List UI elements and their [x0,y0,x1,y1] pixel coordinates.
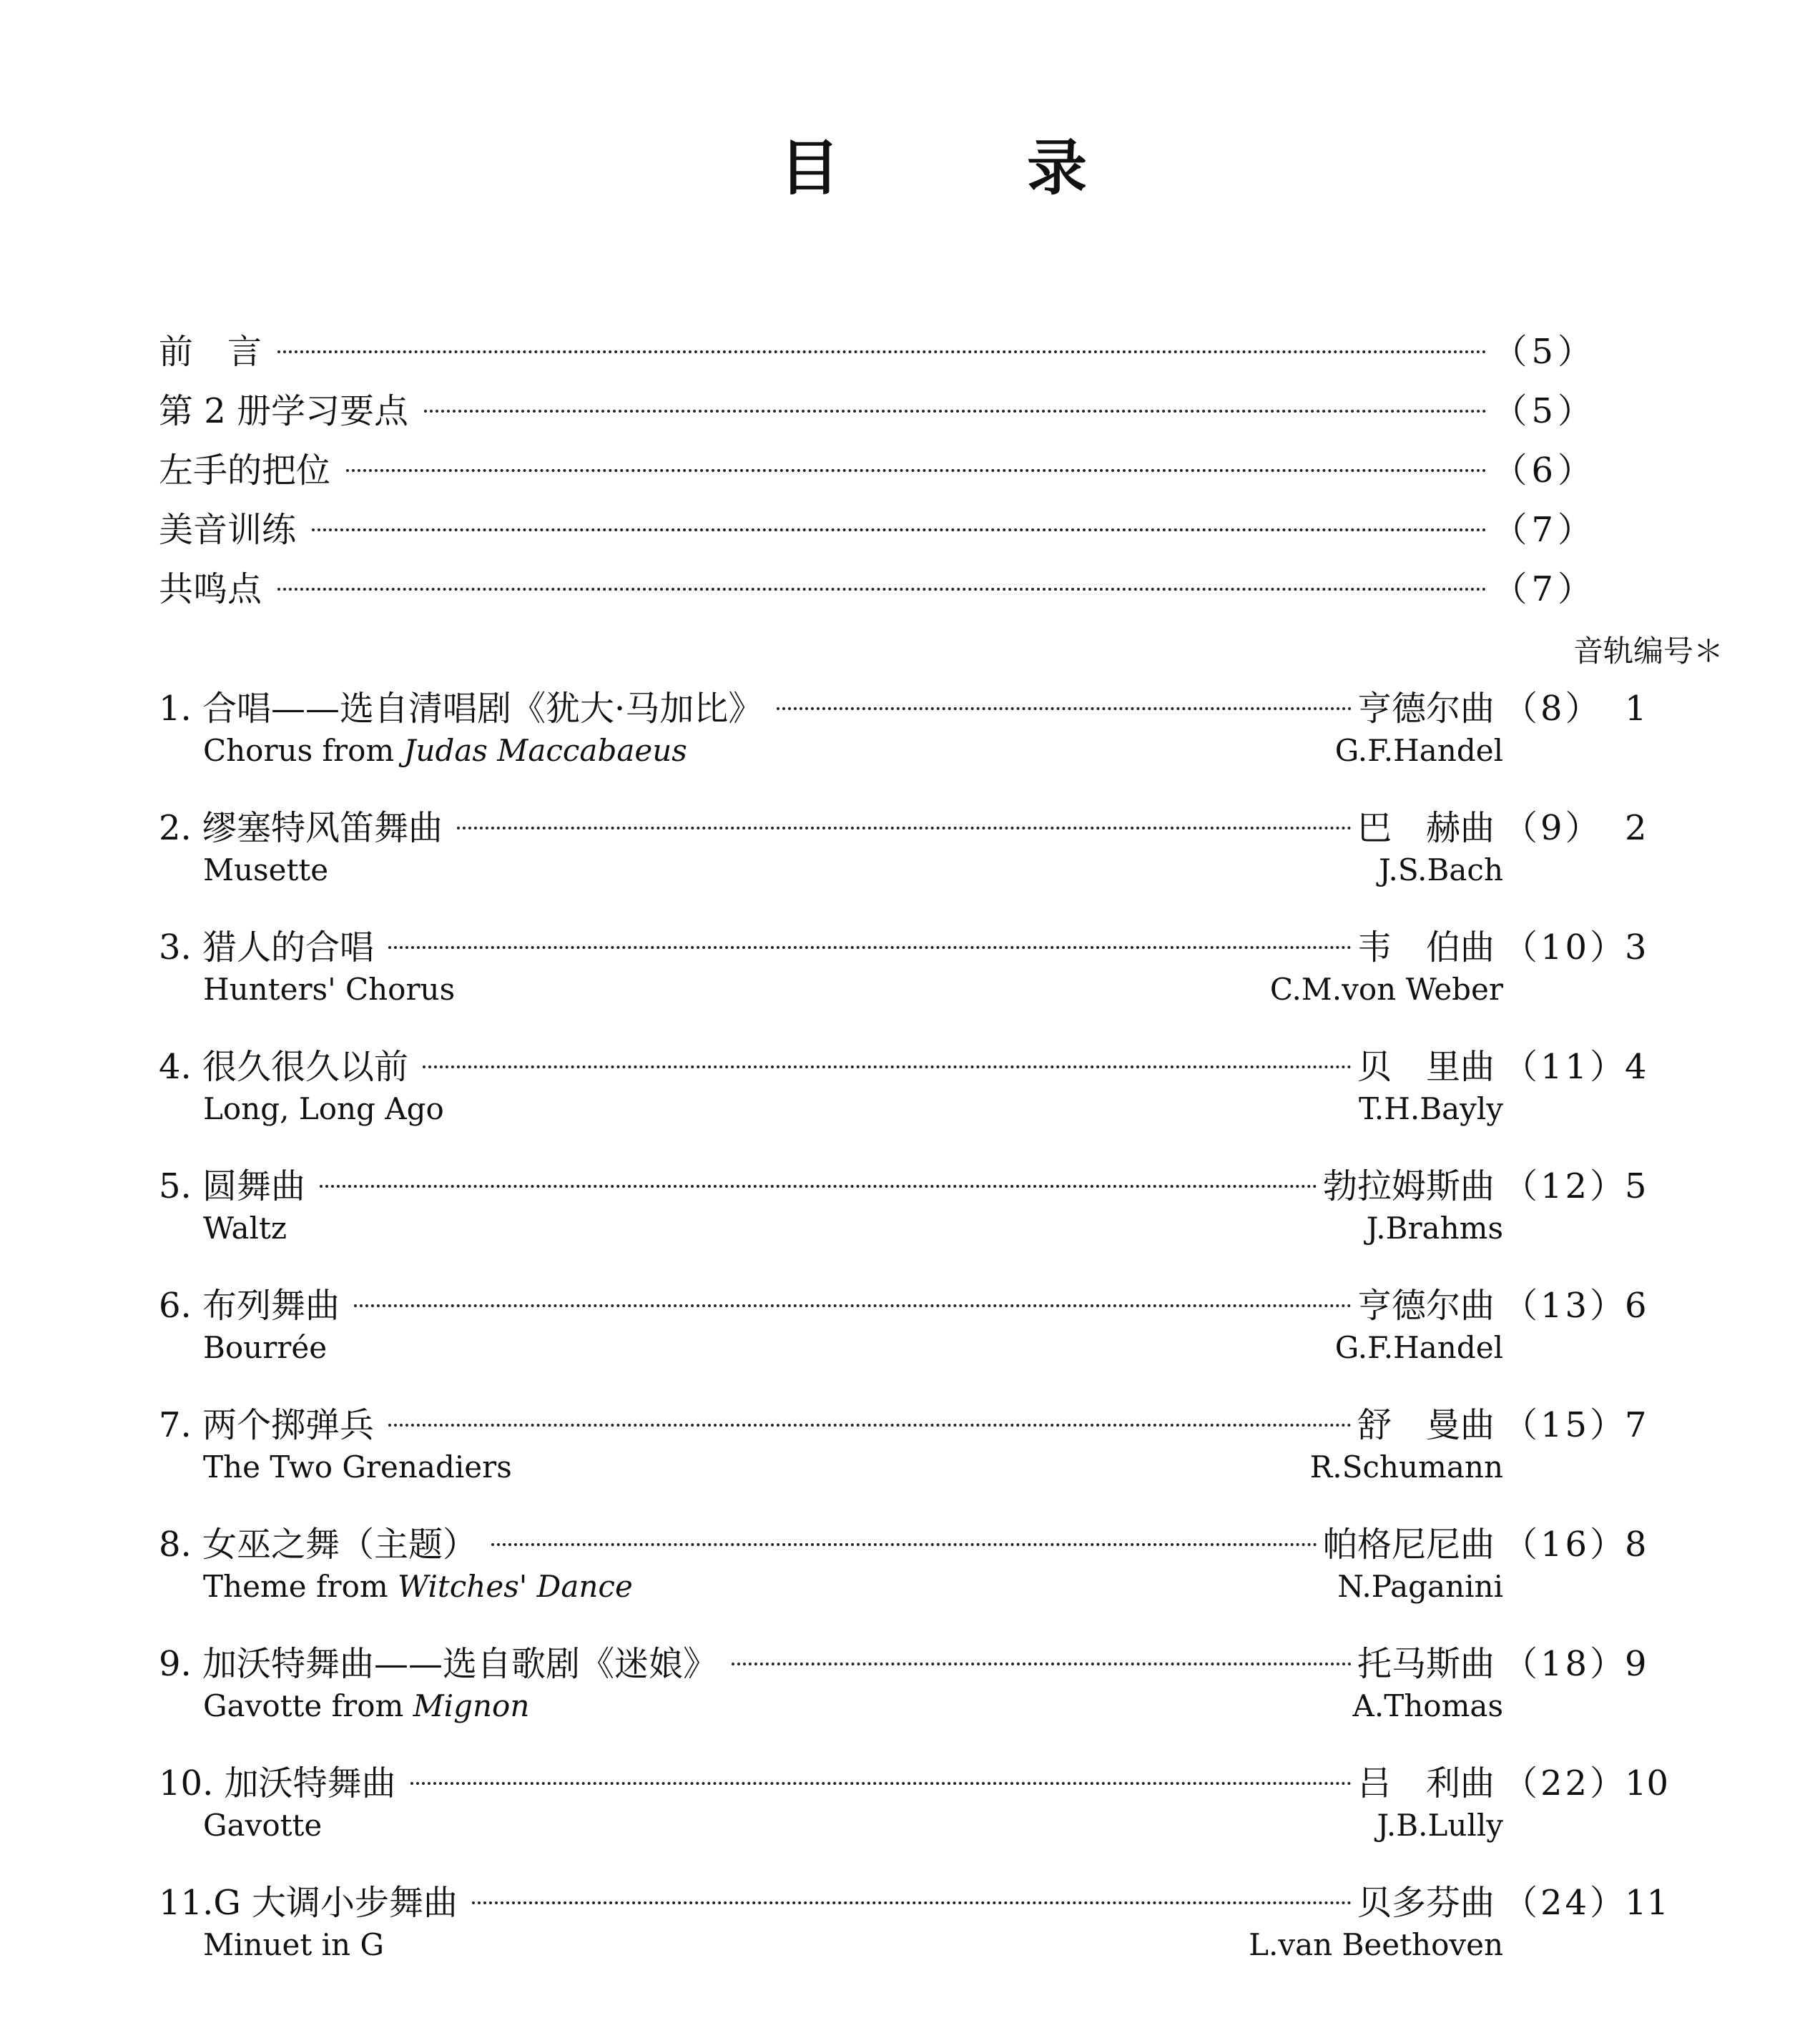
entry-composer-cn: 托马斯曲 [1357,1644,1495,1684]
toc-preface-row[interactable] [159,390,1596,433]
dot-leader [732,1663,1352,1665]
entry-track-number: 9 [1625,1644,1647,1684]
entry-composer-en: G.F.Handel [1334,1330,1503,1365]
entry-page-number: （9） [1503,808,1603,848]
entry-track-number: 10 [1625,1763,1669,1803]
entry-composer-en: G.F.Handel [1334,733,1503,768]
entry-title-en: Chorus from Judas Maccabaeus [203,733,687,768]
toc-entry[interactable] [159,806,1689,927]
dot-leader [388,1424,1352,1427]
entry-track-number: 6 [1625,1286,1647,1326]
dot-leader [388,946,1352,949]
entry-title-cn: 5. 圆舞曲 [159,1166,306,1206]
toc-entry[interactable] [159,1881,1689,2002]
entry-title-cn: 8. 女巫之舞（主题） [159,1525,478,1565]
toc-entry[interactable] [159,1164,1689,1286]
toc-entry[interactable] [159,1522,1689,1644]
entry-track-number: 7 [1625,1405,1647,1445]
entry-composer-cn: 贝多芬曲 [1357,1883,1495,1923]
entry-composer-cn: 亨德尔曲 [1357,1286,1495,1326]
entry-composer-cn: 吕 利曲 [1357,1763,1495,1803]
entry-track-number: 4 [1625,1047,1647,1087]
dot-leader [277,350,1487,353]
entry-title-en: Gavotte from Mignon [203,1688,530,1723]
toc-page-number: （7） [1492,569,1596,609]
entry-title-cn: 3. 猎人的合唱 [159,927,375,968]
title-char-2: 录 [1026,133,1087,203]
entry-composer-en: C.M.von Weber [1269,972,1503,1007]
entry-title-en: Long, Long Ago [203,1091,444,1126]
toc-preface-title: 左手的把位 [159,451,331,491]
entry-composer-en: L.van Beethoven [1249,1927,1503,1962]
title-char-1: 目 [779,133,840,203]
entry-title-cn: 11.G 大调小步舞曲 [159,1883,458,1923]
toc-preface-row[interactable] [159,508,1596,551]
toc-entry[interactable] [159,686,1689,808]
entry-title-cn: 6. 布列舞曲 [159,1286,340,1326]
toc-entry[interactable] [159,1045,1689,1166]
entry-page-number: （15） [1503,1405,1628,1445]
toc-entry[interactable] [159,1761,1689,1883]
toc-entry[interactable] [159,1403,1689,1525]
entry-title-cn: 4. 很久很久以前 [159,1047,409,1087]
dot-leader [354,1304,1352,1307]
entry-page-number: （13） [1503,1286,1628,1326]
entry-track-number: 3 [1625,927,1647,968]
entry-page-number: （8） [1503,689,1603,729]
toc-preface-title: 第 2 册学习要点 [159,391,409,431]
dot-leader [777,707,1352,710]
entry-page-number: （11） [1503,1047,1628,1087]
toc-entry[interactable] [159,1642,1689,1763]
entry-title-en: Theme from Witches' Dance [203,1569,633,1604]
entry-track-number: 1 [1625,689,1647,729]
entry-track-number: 5 [1625,1166,1647,1206]
entry-track-number: 8 [1625,1525,1647,1565]
entry-title-en: Gavotte [203,1808,323,1843]
entry-track-number: 11 [1625,1883,1669,1923]
entry-composer-en: N.Paganini [1337,1569,1503,1604]
entry-composer-en: R.Schumann [1309,1449,1503,1485]
entry-composer-cn: 勃拉姆斯曲 [1322,1166,1495,1206]
entry-title-cn: 1. 合唱——选自清唱剧《犹大·马加比》 [159,689,763,729]
dot-leader [472,1901,1352,1904]
toc-preface-row[interactable] [159,449,1596,492]
toc-page-number: （6） [1492,451,1596,491]
toc-entry[interactable] [159,1284,1689,1405]
toc-preface-title: 美音训练 [159,510,297,550]
entry-track-number: 2 [1625,808,1647,848]
dot-leader [410,1782,1352,1785]
dot-leader [424,410,1487,413]
dot-leader [346,469,1487,472]
entry-title-cn: 9. 加沃特舞曲——选自歌剧《迷娘》 [159,1644,718,1684]
entry-page-number: （18） [1503,1644,1628,1684]
toc-page-number: （5） [1492,391,1596,431]
entry-title-en: Minuet in G [203,1927,385,1962]
toc-preface-title: 前 言 [159,332,262,372]
entry-composer-cn: 贝 里曲 [1357,1047,1495,1087]
entry-composer-en: J.Brahms [1366,1211,1503,1246]
entry-composer-cn: 帕格尼尼曲 [1322,1525,1495,1565]
entry-title-en: Waltz [203,1211,287,1246]
entry-page-number: （24） [1503,1883,1628,1923]
entry-title-en: Musette [203,852,329,887]
dot-leader [277,588,1487,591]
entry-page-number: （10） [1503,927,1628,968]
dot-leader [457,827,1352,829]
entry-composer-en: T.H.Bayly [1359,1091,1503,1126]
entry-page-number: （12） [1503,1166,1628,1206]
toc-preface-row[interactable] [159,568,1596,611]
entry-composer-cn: 亨德尔曲 [1357,689,1495,729]
entry-page-number: （16） [1503,1525,1628,1565]
toc-preface-row[interactable] [159,330,1596,373]
entry-composer-cn: 舒 曼曲 [1357,1405,1495,1445]
dot-leader [491,1543,1317,1546]
entry-title-en: Hunters' Chorus [203,972,456,1007]
toc-page-number: （5） [1492,332,1596,372]
toc-page-number: （7） [1492,510,1596,550]
entry-title-en: The Two Grenadiers [203,1449,512,1485]
entry-page-number: （22） [1503,1763,1628,1803]
entry-title-cn: 10. 加沃特舞曲 [159,1763,396,1803]
entry-title-cn: 2. 缪塞特风笛舞曲 [159,808,443,848]
dot-leader [312,528,1487,531]
toc-preface-title: 共鸣点 [159,569,262,609]
entry-composer-en: J.S.Bach [1378,852,1503,887]
entry-composer-en: A.Thomas [1352,1688,1503,1723]
entry-title-en: Bourrée [203,1330,328,1365]
page-title [779,129,1087,207]
track-number-header: 音轨编号＊ [1573,634,1724,669]
toc-entry[interactable] [159,925,1689,1047]
entry-title-cn: 7. 两个掷弹兵 [159,1405,375,1445]
entry-composer-en: J.B.Lully [1377,1808,1503,1843]
entry-composer-cn: 巴 赫曲 [1357,808,1495,848]
entry-composer-cn: 韦 伯曲 [1357,927,1495,968]
dot-leader [320,1185,1317,1188]
dot-leader [423,1065,1352,1068]
